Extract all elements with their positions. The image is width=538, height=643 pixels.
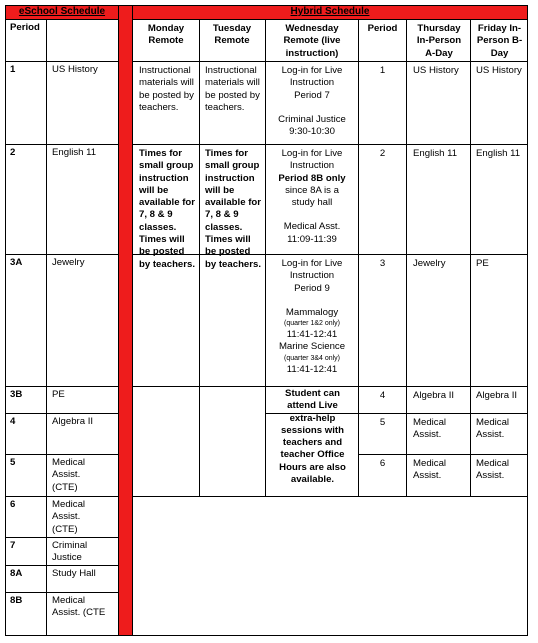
eschool-header-period: Period	[10, 22, 40, 33]
wednesday-row2-only: Period 8B only	[278, 172, 346, 184]
header-friday: Friday In-Person B-Day	[476, 23, 523, 59]
hybrid-period: 2	[379, 148, 386, 159]
hybrid-title: Hybrid Schedule	[290, 6, 370, 17]
wednesday-row3-time2: 11:41-12:41	[286, 363, 338, 375]
eschool-title-bar	[6, 6, 118, 19]
eschool-course: Study Hall	[52, 568, 96, 579]
hybrid-period: 1	[379, 65, 386, 76]
eschool-period: 6	[10, 499, 16, 510]
wednesday-row3-course2: Marine Science	[278, 341, 346, 353]
eschool-course: Algebra II	[52, 416, 94, 427]
wednesday-row3-course1: Mammalogy	[285, 306, 339, 318]
thursday-course: Medical Assist.	[413, 417, 447, 441]
tuesday-materials-note: Instructional materials will be posted by teachers.	[205, 65, 260, 113]
eschool-course: Criminal Justice	[52, 540, 88, 564]
header-period: Period	[367, 23, 398, 34]
friday-course: English 11	[476, 148, 521, 159]
friday-course: Medical Assist.	[476, 458, 510, 482]
eschool-course: Jewelry	[52, 257, 85, 268]
friday-course: PE	[476, 258, 489, 269]
eschool-course: PE	[52, 389, 65, 400]
wednesday-row1-course: Criminal Justice 9:30-10:30	[278, 113, 346, 138]
thursday-course: English 11	[413, 148, 458, 159]
wednesday-row3	[267, 256, 357, 378]
wednesday-row2-course: Medical Asst. 11:09-11:39	[283, 221, 341, 245]
eschool-period: 8A	[10, 568, 23, 579]
friday-course: Medical Assist.	[476, 417, 510, 441]
eschool-header-course	[47, 20, 117, 24]
eschool-period: 7	[10, 540, 16, 551]
eschool-course: US History	[52, 64, 98, 75]
thursday-course: Medical Assist.	[413, 458, 447, 482]
hybrid-period: 6	[379, 458, 386, 469]
eschool-period: 2	[10, 147, 16, 158]
eschool-title: eSchool Schedule	[18, 6, 106, 17]
eschool-period: 3B	[10, 389, 23, 400]
thursday-course: Jewelry	[413, 258, 446, 269]
eschool-course: Medical Assist. (CTE)	[52, 499, 86, 535]
header-tuesday: Tuesday Remote	[212, 23, 252, 47]
wednesday-row3-note1: (quarter 1&2 only)	[283, 320, 341, 328]
hybrid-period: 4	[379, 390, 386, 401]
friday-course: US History	[476, 65, 522, 76]
eschool-course: Medical Assist. (CTE	[52, 595, 106, 619]
tuesday-small-group-note: Times for small group instruction will be available for 7, 8 & 9 classes. Times will be posted by teachers.	[205, 148, 261, 270]
eschool-course: English 11	[52, 147, 97, 158]
thursday-course: Algebra II	[413, 390, 455, 401]
hybrid-period: 5	[379, 417, 386, 428]
eschool-period: 1	[10, 64, 16, 75]
wednesday-row2-note: since 8A is a study hall	[285, 184, 339, 209]
eschool-period: 8B	[10, 595, 23, 606]
eschool-period: 5	[10, 457, 16, 468]
header-thursday: Thursday In-Person A-Day	[416, 23, 462, 59]
thursday-course: US History	[413, 65, 459, 76]
eschool-period: 4	[10, 416, 16, 427]
friday-course: Algebra II	[476, 390, 518, 401]
wednesday-row1	[267, 63, 357, 140]
header-wednesday: Wednesday Remote (live instruction)	[283, 23, 341, 59]
monday-small-group-note: Times for small group instruction will be available for 7, 8 & 9 classes. Times will be posted by teachers.	[139, 148, 195, 270]
hybrid-title-bar	[133, 6, 527, 19]
wednesday-row1-login: Log-in for Live Instruction Period 7	[281, 65, 343, 101]
wednesday-row3-login: Log-in for Live Instruction Period 9	[281, 258, 343, 294]
wednesday-row3-note2: (quarter 3&4 only)	[283, 354, 341, 362]
wednesday-row2	[267, 146, 357, 248]
hybrid-period: 3	[379, 258, 386, 269]
wednesday-row2-login: Log-in for Live Instruction	[281, 148, 343, 172]
header-monday: Monday Remote	[147, 23, 185, 47]
wednesday-row3-time1: 11:41-12:41	[286, 329, 338, 341]
eschool-course: Medical Assist. (CTE)	[52, 457, 86, 493]
divider-bar	[119, 6, 132, 635]
eschool-period: 3A	[10, 257, 23, 268]
wednesday-extra-help-note: Student can attend Live extra-help sessions with teachers and teacher Office Hours are also available.	[279, 388, 346, 486]
monday-materials-note: Instructional materials will be posted by teachers.	[139, 65, 194, 113]
